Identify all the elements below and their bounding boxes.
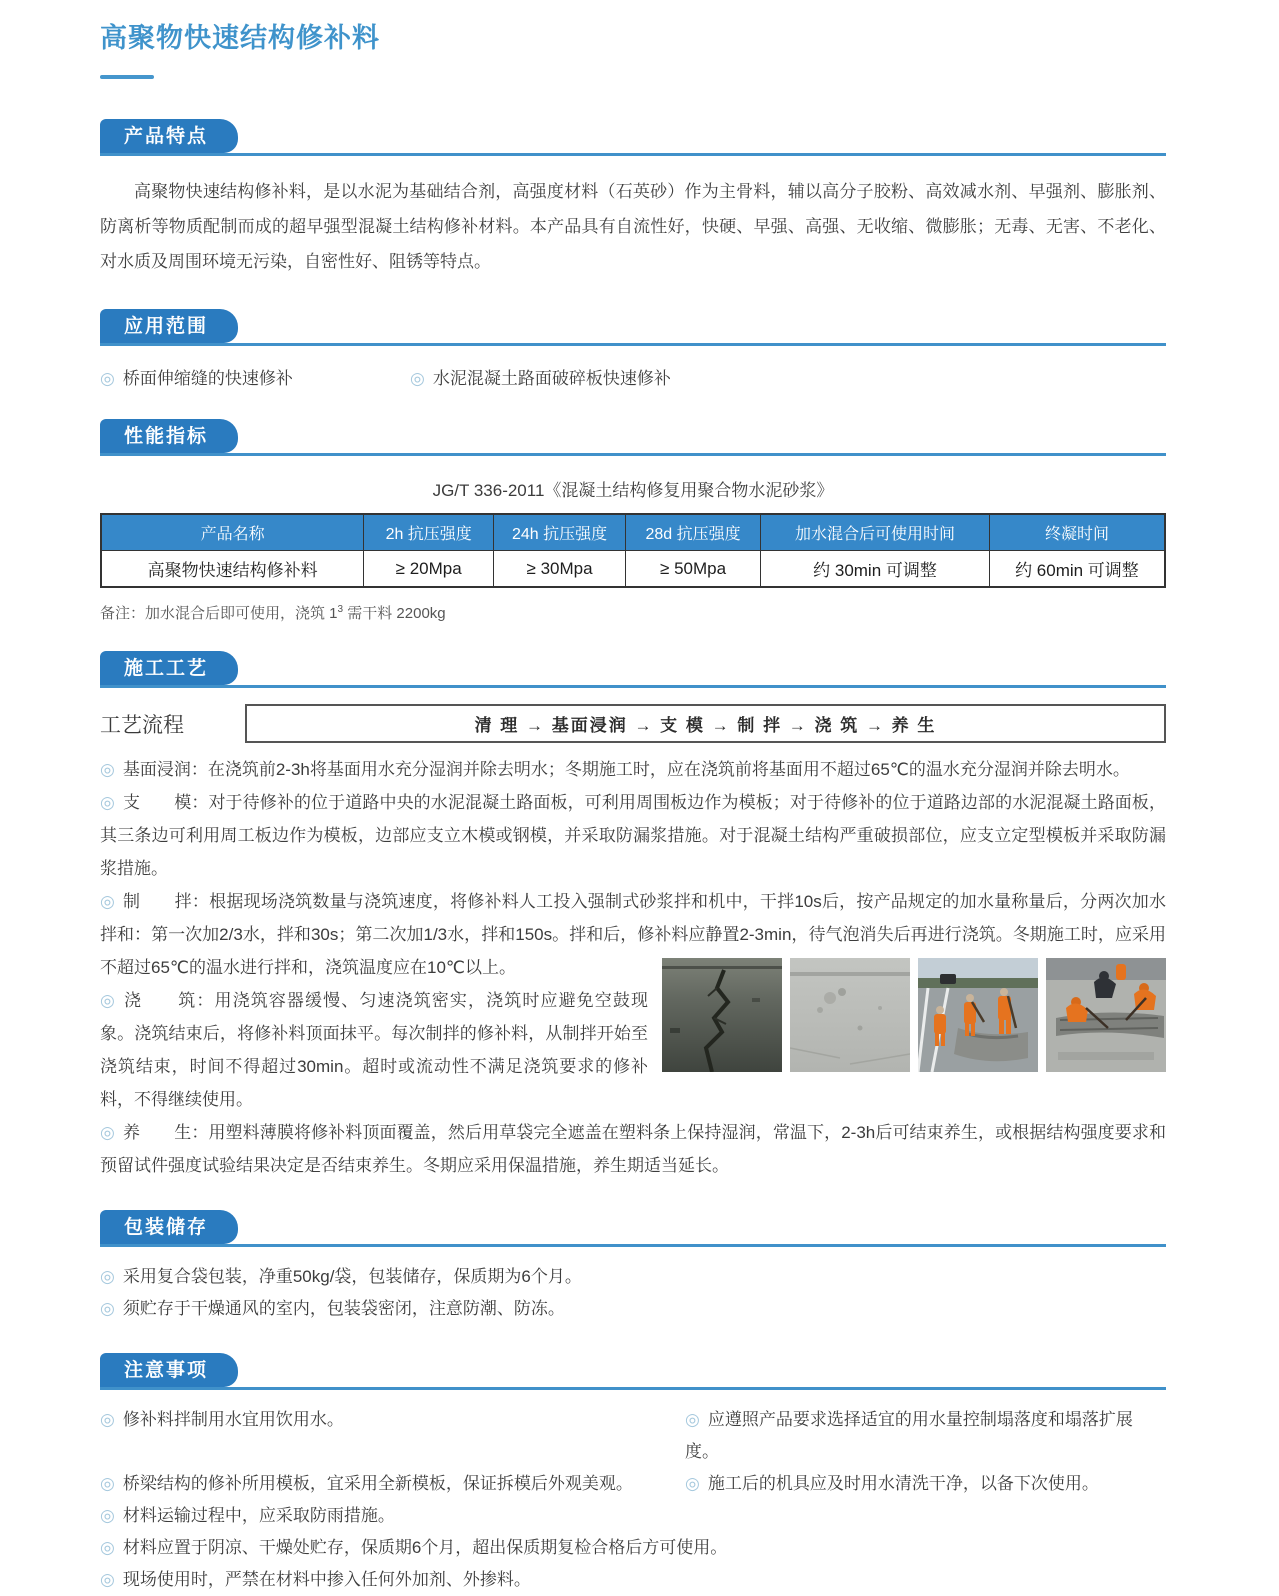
ring-bullet-icon: ◎ — [100, 1299, 115, 1318]
title-underline — [100, 75, 154, 79]
step-term: 制 拌： — [123, 892, 210, 911]
list-item — [100, 1532, 1166, 1564]
storage-item-label: 须贮存于干燥通风的室内，包装袋密闭，注意防潮、防冻。 — [122, 1299, 565, 1318]
column-header: 28d 抗压强度 — [626, 514, 761, 551]
performance-table — [100, 513, 1166, 588]
section-header-performance — [100, 419, 1166, 456]
note-item-label: 应遵照产品要求选择适宜的用水量控制塌落度和塌落扩展度。 — [685, 1410, 1133, 1461]
flow-diagram: 清 理 → 基面浸润 → 支 模 → 制 拌 → 浇 筑 → 养 生 — [245, 704, 1166, 743]
note-item-label: 修补料拌制用水宜用饮用水。 — [122, 1410, 344, 1429]
process-steps — [100, 753, 1166, 1182]
list-item — [100, 1500, 1166, 1532]
storage-item-label: 采用复合袋包装，净重50kg/袋，包装储存，保质期为6个月。 — [122, 1267, 582, 1286]
page-title: 高聚物快速结构修补料 — [100, 23, 380, 53]
note-item-label: 材料运输过程中，应采取防雨措施。 — [122, 1506, 395, 1525]
section-tab-features: 产品特点 — [100, 119, 238, 153]
process-step — [100, 1116, 1166, 1182]
construction-photo-strip — [662, 958, 1166, 1072]
concrete-surface-photo — [790, 958, 910, 1072]
step-term: 浇 筑： — [123, 991, 215, 1010]
ring-bullet-icon: ◎ — [100, 793, 115, 812]
list-item — [100, 364, 410, 389]
table-note — [100, 602, 1166, 623]
ring-bullet-icon: ◎ — [410, 369, 425, 388]
standard-reference: JG/T 336-2011《混凝土结构修复用聚合物水泥砂浆》 — [432, 481, 834, 500]
section-header-notes — [100, 1353, 1166, 1390]
application-item-label: 桥面伸缩缝的快速修补 — [122, 369, 293, 388]
table-cell: 高聚物快速结构修补料 — [101, 551, 364, 588]
column-header: 2h 抗压强度 — [364, 514, 494, 551]
section-header-features — [100, 119, 1166, 156]
list-item — [100, 1261, 1166, 1293]
step-text: 用浇筑容器缓慢、匀速浇筑密实，浇筑时应避免空鼓现象。浇筑结束后，将修补料顶面抹平。每次制拌的修补料，从制拌开始至浇筑结束，时间不得超过30min。超时或流动性不满足浇筑要求的修补料，不得继续使用。 — [100, 991, 649, 1109]
list-item — [100, 1564, 1166, 1596]
section-tab-process: 施工工艺 — [100, 651, 238, 685]
list-item — [100, 1404, 685, 1468]
note-item-label: 现场使用时，严禁在材料中掺入任何外加剂、外掺料。 — [122, 1570, 531, 1589]
document-page — [100, 0, 1166, 1596]
process-step — [100, 786, 1166, 885]
column-header: 加水混合后可使用时间 — [761, 514, 990, 551]
table-header-row — [101, 514, 1165, 551]
ring-bullet-icon: ◎ — [100, 892, 116, 911]
table-cell: 约 30min 可调整 — [761, 551, 990, 588]
table-note-text: 备注：加水混合后即可使用，浇筑 1 — [100, 605, 338, 622]
table-cell: ≥ 20Mpa — [364, 551, 494, 588]
ring-bullet-icon: ◎ — [685, 1410, 700, 1429]
ring-bullet-icon: ◎ — [100, 1410, 115, 1429]
list-item — [685, 1468, 1166, 1500]
ring-bullet-icon: ◎ — [100, 1570, 115, 1589]
pavement-patching-workers-photo — [1046, 958, 1166, 1072]
section-tab-performance: 性能指标 — [100, 419, 238, 453]
list-item — [685, 1404, 1166, 1468]
table-row — [101, 551, 1165, 588]
column-header: 终凝时间 — [989, 514, 1165, 551]
table-cell: ≥ 50Mpa — [626, 551, 761, 588]
section-header-process — [100, 651, 1166, 688]
application-item-label: 水泥混凝土路面破碎板快速修补 — [432, 369, 671, 388]
list-item — [410, 364, 671, 389]
ring-bullet-icon: ◎ — [100, 369, 115, 388]
step-text: 在浇筑前2-3h将基面用水充分湿润并除去明水；冬期施工时，应在浇筑前将基面用不超过65℃的温水充分湿润并除去明水。 — [207, 760, 1130, 779]
section-tab-application: 应用范围 — [100, 309, 238, 343]
note-item-label: 材料应置于阴凉、干燥处贮存，保质期6个月，超出保质期复检合格后方可使用。 — [122, 1538, 728, 1557]
step-text: 用塑料薄膜将修补料顶面覆盖，然后用草袋完全遮盖在塑料条上保持湿润，常温下，2-3h后可结束养生，或根据结构强度要求和预留试件强度试验结果决定是否结束养生。冬期应采用保温措施，养生期适当延长。 — [100, 1123, 1166, 1175]
column-header: 产品名称 — [101, 514, 364, 551]
step-term: 养 生： — [122, 1123, 209, 1142]
note-item-label: 桥梁结构的修补所用模板，宜采用全新模板，保证拆模后外观美观。 — [122, 1474, 633, 1493]
column-header: 24h 抗压强度 — [494, 514, 626, 551]
ring-bullet-icon: ◎ — [100, 1123, 115, 1142]
step-text: 对于待修补的位于道路中央的水泥混凝土路面板，可利用周围板边作为模板；对于待修补的位于道路边部的水泥混凝土路面板，其三条边可利用周工板边作为模板，边部应支立木模或钢模，并采取防漏浆措施。对于混凝土结构严重破损部位，应支立定型模板并采取防漏浆措施。 — [100, 793, 1167, 878]
table-cell: ≥ 30Mpa — [494, 551, 626, 588]
ring-bullet-icon: ◎ — [100, 760, 115, 779]
table-note-superscript: 3 — [337, 604, 344, 615]
process-step — [100, 984, 1166, 1116]
table-cell: 约 60min 可调整 — [989, 551, 1165, 588]
cracked-pavement-photo — [662, 958, 782, 1072]
section-header-storage — [100, 1210, 1166, 1247]
features-paragraph: 高聚物快速结构修补料，是以水泥为基础结合剂，高强度材料（石英砂）作为主骨料，辅以高分子胶粉、高效减水剂、早强剂、膨胀剂、防离析等物质配制而成的超早强型混凝土结构修补材料。本产品具有自流性好，快硬、早强、高强、无收缩、微膨胀；无毒、无害、不老化、对水质及周围环境无污染，自密性好、阻锈等特点。 — [100, 182, 1166, 271]
list-item — [100, 1468, 685, 1500]
section-tab-storage: 包装储存 — [100, 1210, 238, 1244]
ring-bullet-icon: ◎ — [685, 1474, 700, 1493]
step-term: 支 模： — [122, 793, 209, 812]
ring-bullet-icon: ◎ — [100, 1474, 115, 1493]
table-note-text: 需干料 2200kg — [343, 605, 446, 622]
notes-list — [100, 1404, 1166, 1596]
ring-bullet-icon: ◎ — [100, 1267, 115, 1286]
application-list — [100, 364, 1166, 389]
storage-list — [100, 1261, 1166, 1325]
process-flow-row — [100, 704, 1166, 743]
step-term: 基面浸润： — [122, 760, 208, 779]
flow-label: 工艺流程 — [100, 713, 184, 737]
list-item — [100, 1293, 1166, 1325]
ring-bullet-icon: ◎ — [100, 1506, 115, 1525]
ring-bullet-icon: ◎ — [100, 1538, 115, 1557]
process-step — [100, 753, 1166, 786]
section-tab-notes: 注意事项 — [100, 1353, 238, 1387]
section-header-application — [100, 309, 1166, 346]
note-item-label: 施工后的机具应及时用水清洗干净，以备下次使用。 — [707, 1474, 1099, 1493]
ring-bullet-icon: ◎ — [100, 991, 116, 1010]
step-text: 根据现场浇筑数量与浇筑速度，将修补料人工投入强制式砂浆拌和机中，干拌10s后，按产品规定的加水量称量后，分两次加水拌和：第一次加2/3水，拌和30s；第二次加1/3水，拌和150s。拌和后，修补料应静置2-3min，待气泡消失后再进行浇筑。冬期施工时，应采用不超过65℃的温水进行拌和，浇筑温度应在10℃以上。 — [100, 892, 1166, 977]
road-repair-workers-photo — [918, 958, 1038, 1072]
